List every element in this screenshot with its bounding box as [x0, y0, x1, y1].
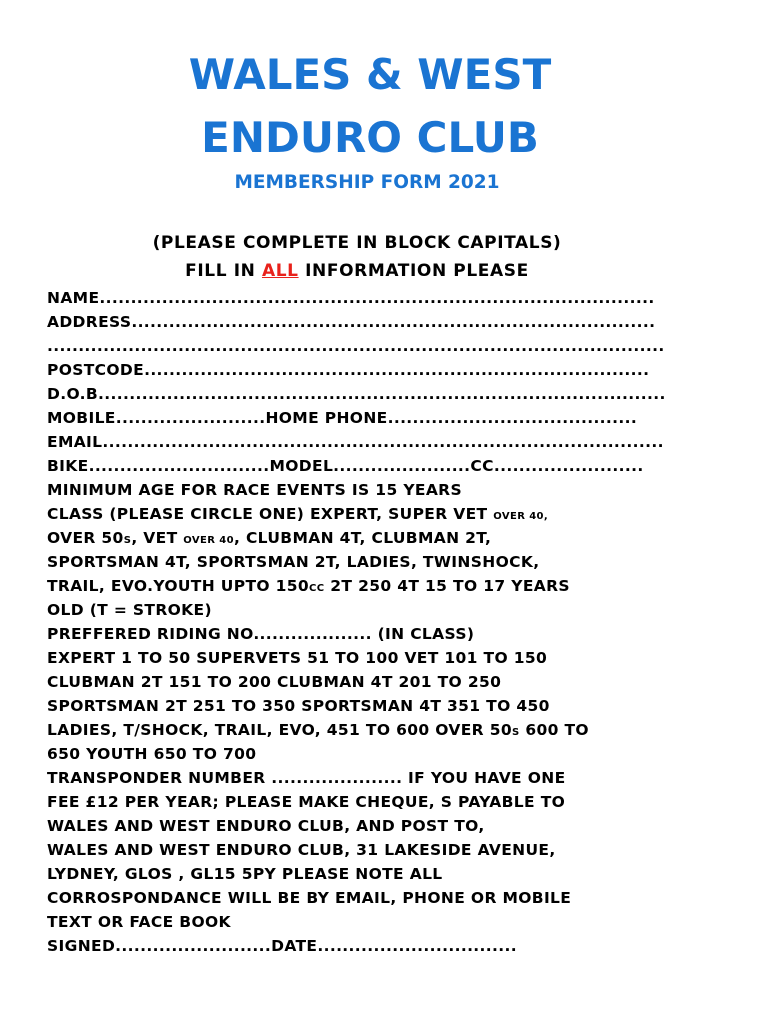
instruction-fill-all: [0, 261, 714, 281]
fee-line-5: CORROSPONDANCE WILL BE BY EMAIL, PHONE OR MOBILE: [47, 889, 572, 907]
class-line-2-small: OVER 40: [183, 535, 234, 546]
name-field[interactable]: NAME.........................................................................................: [47, 289, 655, 307]
email-field[interactable]: EMAIL..........................................................................................: [47, 433, 664, 451]
number-range-line-4-s: S: [511, 727, 520, 738]
fee-line-3: WALES AND WEST ENDURO CLUB, 31 LAKESIDE AVENUE,: [47, 841, 556, 859]
number-range-line-4-text-a: LADIES, T/SHOCK, TRAIL, EVO, 451 TO 600 OVER 50: [47, 721, 512, 739]
class-line-4-text-a: TRAIL, EVO.YOUTH UPTO 150: [47, 577, 310, 595]
dob-field[interactable]: D.O.B...........................................................................................: [47, 385, 666, 403]
class-line-2-text-b: , VET: [131, 529, 184, 547]
preferred-riding-number-field[interactable]: PREFFERED RIDING NO................... (IN CLASS): [47, 625, 475, 643]
class-line-5: OLD (T = STROKE): [47, 601, 212, 619]
fee-line-4: LYDNEY, GLOS , GL15 5PY PLEASE NOTE ALL: [47, 865, 443, 883]
address-field-line-2[interactable]: ...................................................................................................: [47, 337, 665, 355]
minimum-age-note: MINIMUM AGE FOR RACE EVENTS IS 15 YEARS: [47, 481, 462, 499]
number-range-line-3: SPORTSMAN 2T 251 TO 350 SPORTSMAN 4T 351 TO 450: [47, 697, 550, 715]
class-line-1-text: CLASS (PLEASE CIRCLE ONE) EXPERT, SUPER VET: [47, 505, 494, 523]
signed-date-field[interactable]: SIGNED.........................DATE................................: [47, 937, 517, 955]
club-title-line-2: ENDURO CLUB: [201, 113, 539, 162]
class-line-1-small: OVER 40,: [493, 511, 549, 522]
class-line-2-text-a: OVER 50: [47, 529, 124, 547]
class-line-2-s: S: [123, 535, 132, 546]
class-line-1: [47, 502, 657, 526]
form-subtitle: MEMBERSHIP FORM 2021: [234, 172, 500, 193]
class-line-3: SPORTSMAN 4T, SPORTSMAN 2T, LADIES, TWINSHOCK,: [47, 553, 540, 571]
class-line-4: [47, 574, 657, 598]
class-line-4-text-b: 2T 250 4T 15 TO 17 YEARS: [324, 577, 570, 595]
number-range-line-2: CLUBMAN 2T 151 TO 200 CLUBMAN 4T 201 TO 250: [47, 673, 502, 691]
class-line-2: [47, 526, 657, 550]
number-range-line-5: 650 YOUTH 650 TO 700: [47, 745, 257, 763]
postcode-field[interactable]: POSTCODE.................................................................................: [47, 361, 650, 379]
club-title-line-1: WALES & WEST: [188, 50, 552, 99]
instruction-fill-post: INFORMATION PLEASE: [298, 261, 529, 281]
bike-model-cc-field[interactable]: BIKE.............................MODEL......................CC........................: [47, 457, 644, 475]
number-range-line-1: EXPERT 1 TO 50 SUPERVETS 51 TO 100 VET 101 TO 150: [47, 649, 548, 667]
instruction-block-capitals: (PLEASE COMPLETE IN BLOCK CAPITALS): [152, 233, 562, 253]
fee-line-1: FEE £12 PER YEAR; PLEASE MAKE CHEQUE, S PAYABLE TO: [47, 793, 566, 811]
class-line-2-text-c: , CLUBMAN 4T, CLUBMAN 2T,: [233, 529, 492, 547]
number-range-line-4-text-b: 600 TO: [519, 721, 589, 739]
instruction-fill-pre: FILL IN: [185, 261, 262, 281]
fee-line-6: TEXT OR FACE BOOK: [47, 913, 231, 931]
instruction-all-emphasis: ALL: [261, 261, 299, 281]
mobile-home-phone-field[interactable]: MOBILE........................HOME PHONE........................................: [47, 409, 638, 427]
address-field[interactable]: ADDRESS....................................................................................: [47, 313, 656, 331]
transponder-number-field[interactable]: TRANSPONDER NUMBER ..................... IF YOU HAVE ONE: [47, 769, 566, 787]
fee-line-2: WALES AND WEST ENDURO CLUB, AND POST TO,: [47, 817, 485, 835]
number-range-line-4: [47, 718, 657, 742]
class-line-4-cc: CC: [309, 583, 325, 594]
form-body: [47, 286, 666, 958]
